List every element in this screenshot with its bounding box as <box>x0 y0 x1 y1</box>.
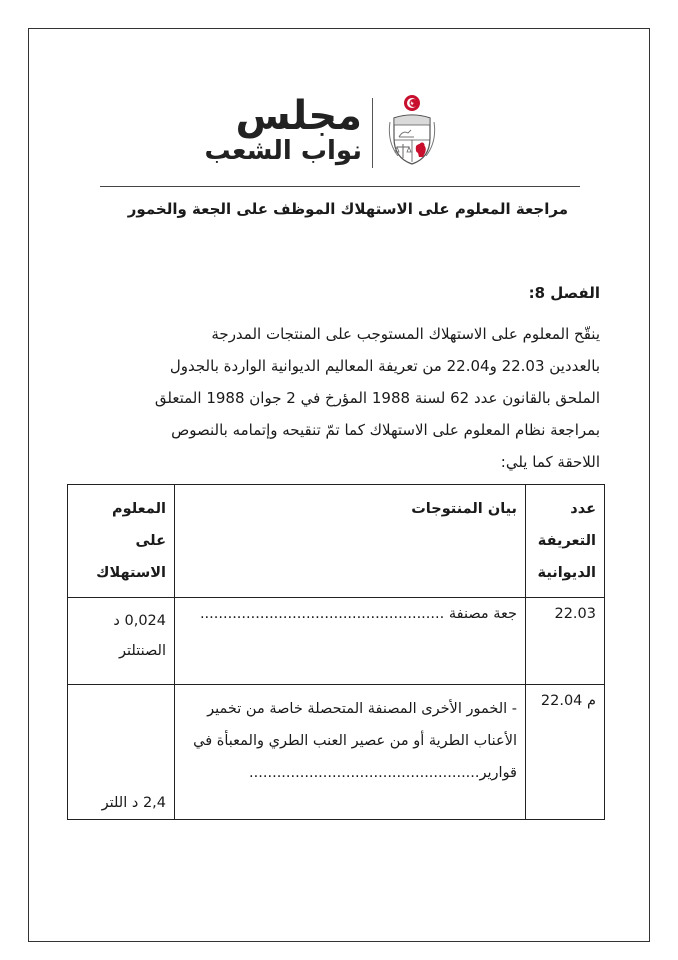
brand-sub: نواب الشعب <box>204 136 362 166</box>
body-line: ينقّح المعلوم على الاستهلاك المستوجب على المنتجات المدرجة <box>211 325 600 343</box>
brand-main: مجلس <box>235 93 362 139</box>
cell-code: 22.03 <box>526 598 605 685</box>
tariff-table <box>67 484 605 820</box>
body-line: بمراجعة نظام المعلوم على الاستهلاك كما تمّ تنقيحه وإتمامه بالنصوص <box>171 421 600 439</box>
table-row <box>68 685 605 820</box>
article-body <box>100 318 600 478</box>
header-tax: المعلوم على الاستهلاك <box>68 485 175 598</box>
document-title: مراجعة المعلوم على الاستهلاك الموظف على الجعة والخمور <box>127 200 568 218</box>
cell-tax: 2,4 د اللتر <box>68 685 175 820</box>
header-rule <box>100 186 580 187</box>
header-products: بيان المنتوجات <box>175 485 526 598</box>
body-line: اللاحقة كما يلي: <box>500 453 600 471</box>
section-label: الفصل 8: <box>528 284 600 302</box>
logo-divider <box>372 98 373 168</box>
cell-product: جعة مصنفة ..................................................... <box>175 598 526 685</box>
body-line: الملحق بالقانون عدد 62 لسنة 1988 المؤرخ في 2 جوان 1988 المتعلق <box>154 389 600 407</box>
tunisia-coat-of-arms-icon <box>384 92 440 168</box>
header-code: عدد التعريفة الديوانية <box>526 485 605 598</box>
cell-code: م 22.04 <box>526 685 605 820</box>
cell-tax: 0,024 د الصنتلتر <box>68 598 175 685</box>
table-row <box>68 598 605 685</box>
parliament-logo-text <box>204 93 363 166</box>
parliament-header <box>0 92 678 172</box>
body-line: بالعددين 22.03 و22.04 من تعريفة المعاليم الديوانية الواردة بالجدول <box>169 357 600 375</box>
cell-product: - الخمور الأخرى المصنفة المتحصلة خاصة من تخمير الأعناب الطرية أو من عصير العنب الطري والمعبأة في قوارير.................................................. <box>175 685 526 820</box>
table-header-row <box>68 485 605 598</box>
